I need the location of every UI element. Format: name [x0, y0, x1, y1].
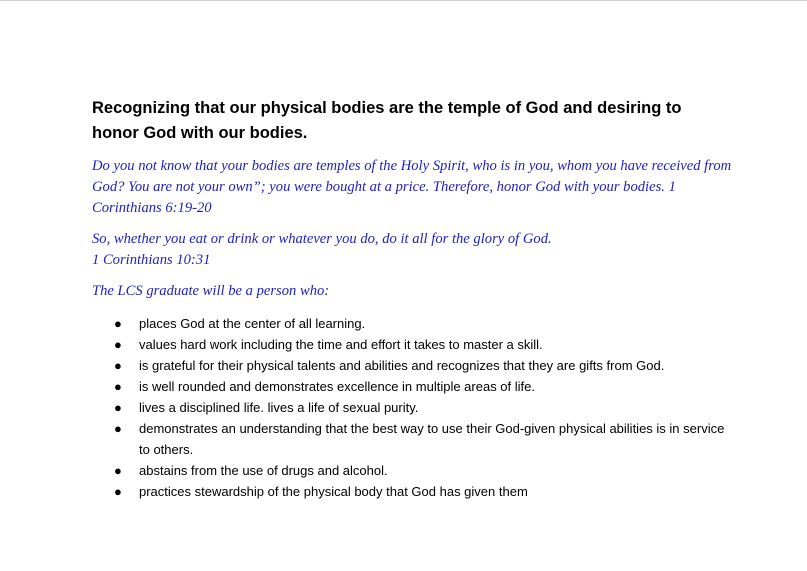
list-item	[92, 334, 732, 355]
scripture-verse-corinthians-10	[92, 229, 732, 271]
list-item-text: is grateful for their physical talents and abilities and recognizes that they are gifts from God.	[139, 358, 665, 373]
bullet-icon: ●	[114, 316, 122, 331]
list-item	[92, 418, 732, 460]
scripture-verse-text: So, whether you eat or drink or whatever you do, do it all for the glory of God.	[92, 231, 552, 247]
bullet-icon: ●	[114, 358, 122, 373]
list-item-text: abstains from the use of drugs and alcohol.	[139, 463, 388, 478]
list-item	[92, 376, 732, 397]
graduate-lead-in: The LCS graduate will be a person who:	[92, 283, 330, 299]
bullet-icon: ●	[114, 463, 122, 478]
list-item-text: values hard work including the time and effort it takes to master a skill.	[139, 337, 543, 352]
list-item	[92, 313, 732, 334]
section-heading: Recognizing that our physical bodies are the temple of God and desiring to honor God with our bodies.	[92, 99, 682, 142]
list-item-text: lives a disciplined life. lives a life of sexual purity.	[139, 400, 419, 415]
bullet-icon: ●	[114, 421, 122, 436]
list-item-text: practices stewardship of the physical body that God has given them	[139, 484, 528, 499]
scripture-verse-reference: 1 Corinthians 10:31	[92, 252, 211, 268]
bullet-icon: ●	[114, 337, 122, 352]
list-item-text: places God at the center of all learning.	[139, 316, 366, 331]
list-item-text: demonstrates an understanding that the best way to use their God-given physical abilities is in service to others.	[139, 421, 725, 457]
list-item	[92, 481, 732, 502]
bullet-icon: ●	[114, 484, 122, 499]
graduate-qualities-list	[92, 313, 732, 502]
scripture-verse-corinthians-6: Do you not know that your bodies are temples of the Holy Spirit, who is in you, whom you have received from God? You are not your own”; you were bought at a price. Therefore, honor God with your bodies. 1 Corinthians 6:19-20	[92, 158, 732, 216]
page-top-border	[0, 0, 807, 1]
bullet-icon: ●	[114, 379, 122, 394]
list-item	[92, 355, 732, 376]
document-page	[92, 96, 732, 502]
list-item	[92, 460, 732, 481]
list-item	[92, 397, 732, 418]
list-item-text: is well rounded and demonstrates excellence in multiple areas of life.	[139, 379, 535, 394]
bullet-icon: ●	[114, 400, 122, 415]
